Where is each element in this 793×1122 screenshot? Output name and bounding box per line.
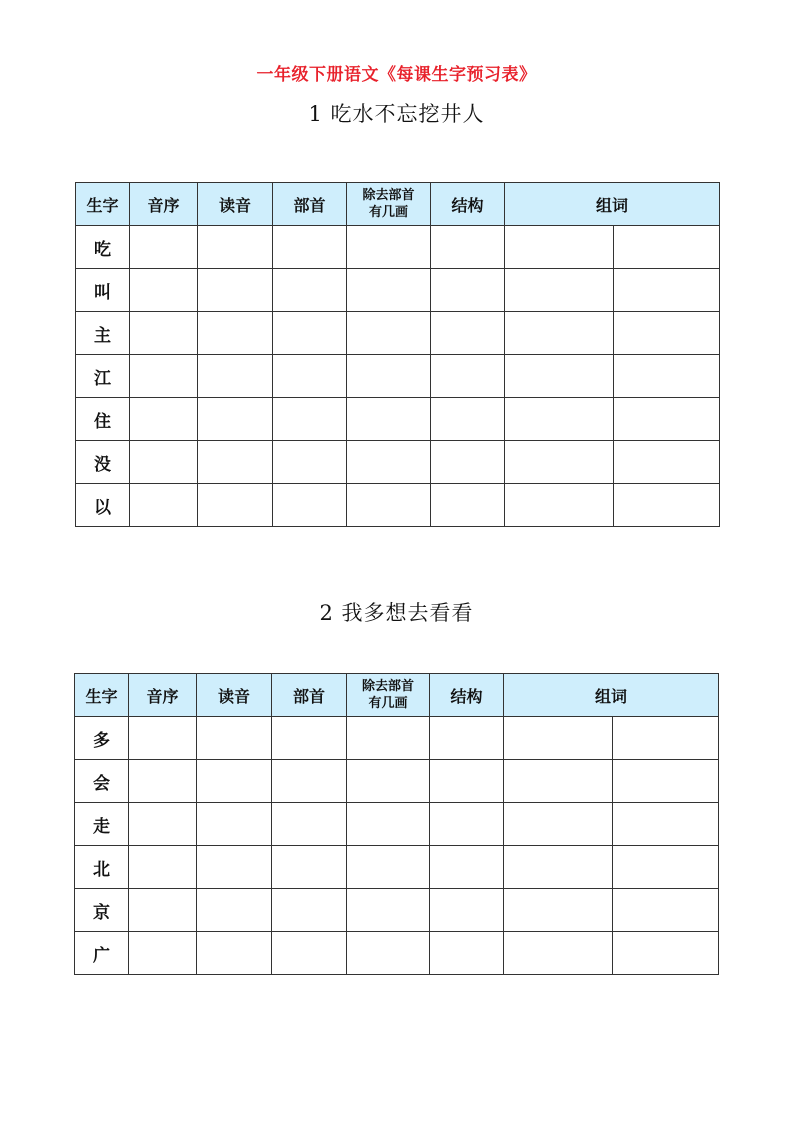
lesson-1-table — [75, 182, 720, 527]
structure-cell[interactable] — [431, 355, 505, 398]
radical-cell[interactable] — [273, 398, 347, 441]
header-words: 组词 — [505, 183, 720, 226]
word-cell-2[interactable] — [614, 355, 720, 398]
table-header-row — [75, 674, 719, 717]
char-cell: 主 — [76, 312, 130, 355]
order-cell[interactable] — [130, 355, 198, 398]
char-cell: 多 — [75, 717, 129, 760]
word-cell-1[interactable] — [504, 760, 613, 803]
order-cell[interactable] — [130, 312, 198, 355]
header-strokes-line1: 除去部首 — [361, 679, 414, 694]
header-pinyin: 读音 — [197, 674, 272, 717]
strokes-cell[interactable] — [347, 398, 431, 441]
header-words: 组词 — [504, 674, 719, 717]
table-row — [76, 484, 720, 527]
pinyin-cell[interactable] — [198, 269, 273, 312]
header-structure: 结构 — [430, 674, 504, 717]
table-row — [76, 398, 720, 441]
word-cell-2[interactable] — [613, 846, 719, 889]
pinyin-cell[interactable] — [198, 312, 273, 355]
structure-cell[interactable] — [430, 760, 504, 803]
pinyin-cell[interactable] — [197, 932, 272, 975]
char-cell: 广 — [75, 932, 129, 975]
strokes-cell[interactable] — [347, 846, 430, 889]
order-cell[interactable] — [130, 226, 198, 269]
header-char: 生字 — [75, 674, 129, 717]
radical-cell[interactable] — [273, 484, 347, 527]
pinyin-cell[interactable] — [198, 355, 273, 398]
strokes-cell[interactable] — [347, 355, 431, 398]
pinyin-cell[interactable] — [198, 441, 273, 484]
char-cell: 走 — [75, 803, 129, 846]
word-cell-1[interactable] — [505, 355, 614, 398]
order-cell[interactable] — [129, 717, 197, 760]
header-strokes — [347, 674, 430, 717]
table-row — [75, 846, 719, 889]
structure-cell[interactable] — [430, 846, 504, 889]
word-cell-1[interactable] — [504, 717, 613, 760]
table-row — [76, 312, 720, 355]
word-cell-1[interactable] — [505, 484, 614, 527]
word-cell-1[interactable] — [505, 312, 614, 355]
pinyin-cell[interactable] — [198, 226, 273, 269]
pinyin-cell[interactable] — [197, 803, 272, 846]
table-row — [76, 355, 720, 398]
strokes-cell[interactable] — [347, 717, 430, 760]
word-cell-2[interactable] — [614, 441, 720, 484]
structure-cell[interactable] — [431, 312, 505, 355]
word-cell-2[interactable] — [614, 398, 720, 441]
word-cell-1[interactable] — [505, 226, 614, 269]
order-cell[interactable] — [129, 803, 197, 846]
lesson-2-title: 2 我多想去看看 — [319, 601, 474, 625]
pinyin-cell[interactable] — [197, 717, 272, 760]
radical-cell[interactable] — [273, 312, 347, 355]
word-cell-2[interactable] — [613, 889, 719, 932]
radical-cell[interactable] — [272, 760, 347, 803]
radical-cell[interactable] — [273, 226, 347, 269]
char-cell: 没 — [76, 441, 130, 484]
pinyin-cell[interactable] — [197, 760, 272, 803]
lesson-1-title: 1 吃水不忘挖井人 — [308, 102, 485, 126]
word-cell-2[interactable] — [614, 484, 720, 527]
word-cell-2[interactable] — [613, 760, 719, 803]
char-cell: 江 — [76, 355, 130, 398]
header-strokes-line1: 除去部首 — [362, 188, 415, 203]
strokes-cell[interactable] — [347, 312, 431, 355]
radical-cell[interactable] — [272, 803, 347, 846]
radical-cell[interactable] — [273, 441, 347, 484]
structure-cell[interactable] — [431, 484, 505, 527]
header-order: 音序 — [129, 674, 197, 717]
header-pinyin: 读音 — [198, 183, 273, 226]
structure-cell[interactable] — [430, 717, 504, 760]
radical-cell[interactable] — [272, 889, 347, 932]
table-row — [75, 760, 719, 803]
pinyin-cell[interactable] — [197, 846, 272, 889]
strokes-cell[interactable] — [347, 803, 430, 846]
char-cell: 叫 — [76, 269, 130, 312]
header-strokes — [347, 183, 431, 226]
strokes-cell[interactable] — [347, 889, 430, 932]
table-row — [75, 889, 719, 932]
word-cell-1[interactable] — [505, 398, 614, 441]
structure-cell[interactable] — [431, 269, 505, 312]
radical-cell[interactable] — [272, 846, 347, 889]
pinyin-cell[interactable] — [197, 889, 272, 932]
char-cell: 北 — [75, 846, 129, 889]
radical-cell[interactable] — [272, 932, 347, 975]
table-row — [76, 226, 720, 269]
char-cell: 吃 — [76, 226, 130, 269]
strokes-cell[interactable] — [347, 760, 430, 803]
strokes-cell[interactable] — [347, 441, 431, 484]
order-cell[interactable] — [129, 932, 197, 975]
radical-cell[interactable] — [273, 269, 347, 312]
structure-cell[interactable] — [430, 932, 504, 975]
word-cell-1[interactable] — [505, 441, 614, 484]
radical-cell[interactable] — [273, 355, 347, 398]
order-cell[interactable] — [130, 484, 198, 527]
lesson-2-table — [74, 673, 719, 975]
header-structure: 结构 — [431, 183, 505, 226]
table-row — [76, 269, 720, 312]
word-cell-2[interactable] — [613, 932, 719, 975]
strokes-cell[interactable] — [347, 226, 431, 269]
order-cell[interactable] — [130, 269, 198, 312]
table-header-row — [76, 183, 720, 226]
strokes-cell[interactable] — [347, 484, 431, 527]
structure-cell[interactable] — [431, 441, 505, 484]
table-row — [76, 441, 720, 484]
word-cell-1[interactable] — [504, 889, 613, 932]
strokes-cell[interactable] — [347, 932, 430, 975]
char-cell: 以 — [76, 484, 130, 527]
word-cell-2[interactable] — [613, 717, 719, 760]
table-row — [75, 803, 719, 846]
header-char: 生字 — [76, 183, 130, 226]
char-cell: 京 — [75, 889, 129, 932]
pinyin-cell[interactable] — [198, 398, 273, 441]
word-cell-2[interactable] — [613, 803, 719, 846]
header-radical: 部首 — [273, 183, 347, 226]
header-radical: 部首 — [272, 674, 347, 717]
char-cell: 会 — [75, 760, 129, 803]
word-cell-1[interactable] — [504, 932, 613, 975]
table-row — [75, 932, 719, 975]
header-strokes-line2: 有几画 — [368, 205, 408, 220]
document-title: 一年级下册语文《每课生字预习表》 — [256, 65, 537, 85]
structure-cell[interactable] — [431, 226, 505, 269]
order-cell[interactable] — [129, 846, 197, 889]
word-cell-2[interactable] — [614, 312, 720, 355]
order-cell[interactable] — [129, 760, 197, 803]
strokes-cell[interactable] — [347, 269, 431, 312]
header-order: 音序 — [130, 183, 198, 226]
word-cell-1[interactable] — [504, 803, 613, 846]
word-cell-1[interactable] — [504, 846, 613, 889]
structure-cell[interactable] — [431, 398, 505, 441]
header-strokes-line2: 有几画 — [368, 696, 408, 711]
word-cell-2[interactable] — [614, 269, 720, 312]
structure-cell[interactable] — [430, 889, 504, 932]
order-cell[interactable] — [130, 441, 198, 484]
table-row — [75, 717, 719, 760]
char-cell: 住 — [76, 398, 130, 441]
pinyin-cell[interactable] — [198, 484, 273, 527]
word-cell-1[interactable] — [505, 269, 614, 312]
radical-cell[interactable] — [272, 717, 347, 760]
order-cell[interactable] — [129, 889, 197, 932]
word-cell-2[interactable] — [614, 226, 720, 269]
order-cell[interactable] — [130, 398, 198, 441]
structure-cell[interactable] — [430, 803, 504, 846]
